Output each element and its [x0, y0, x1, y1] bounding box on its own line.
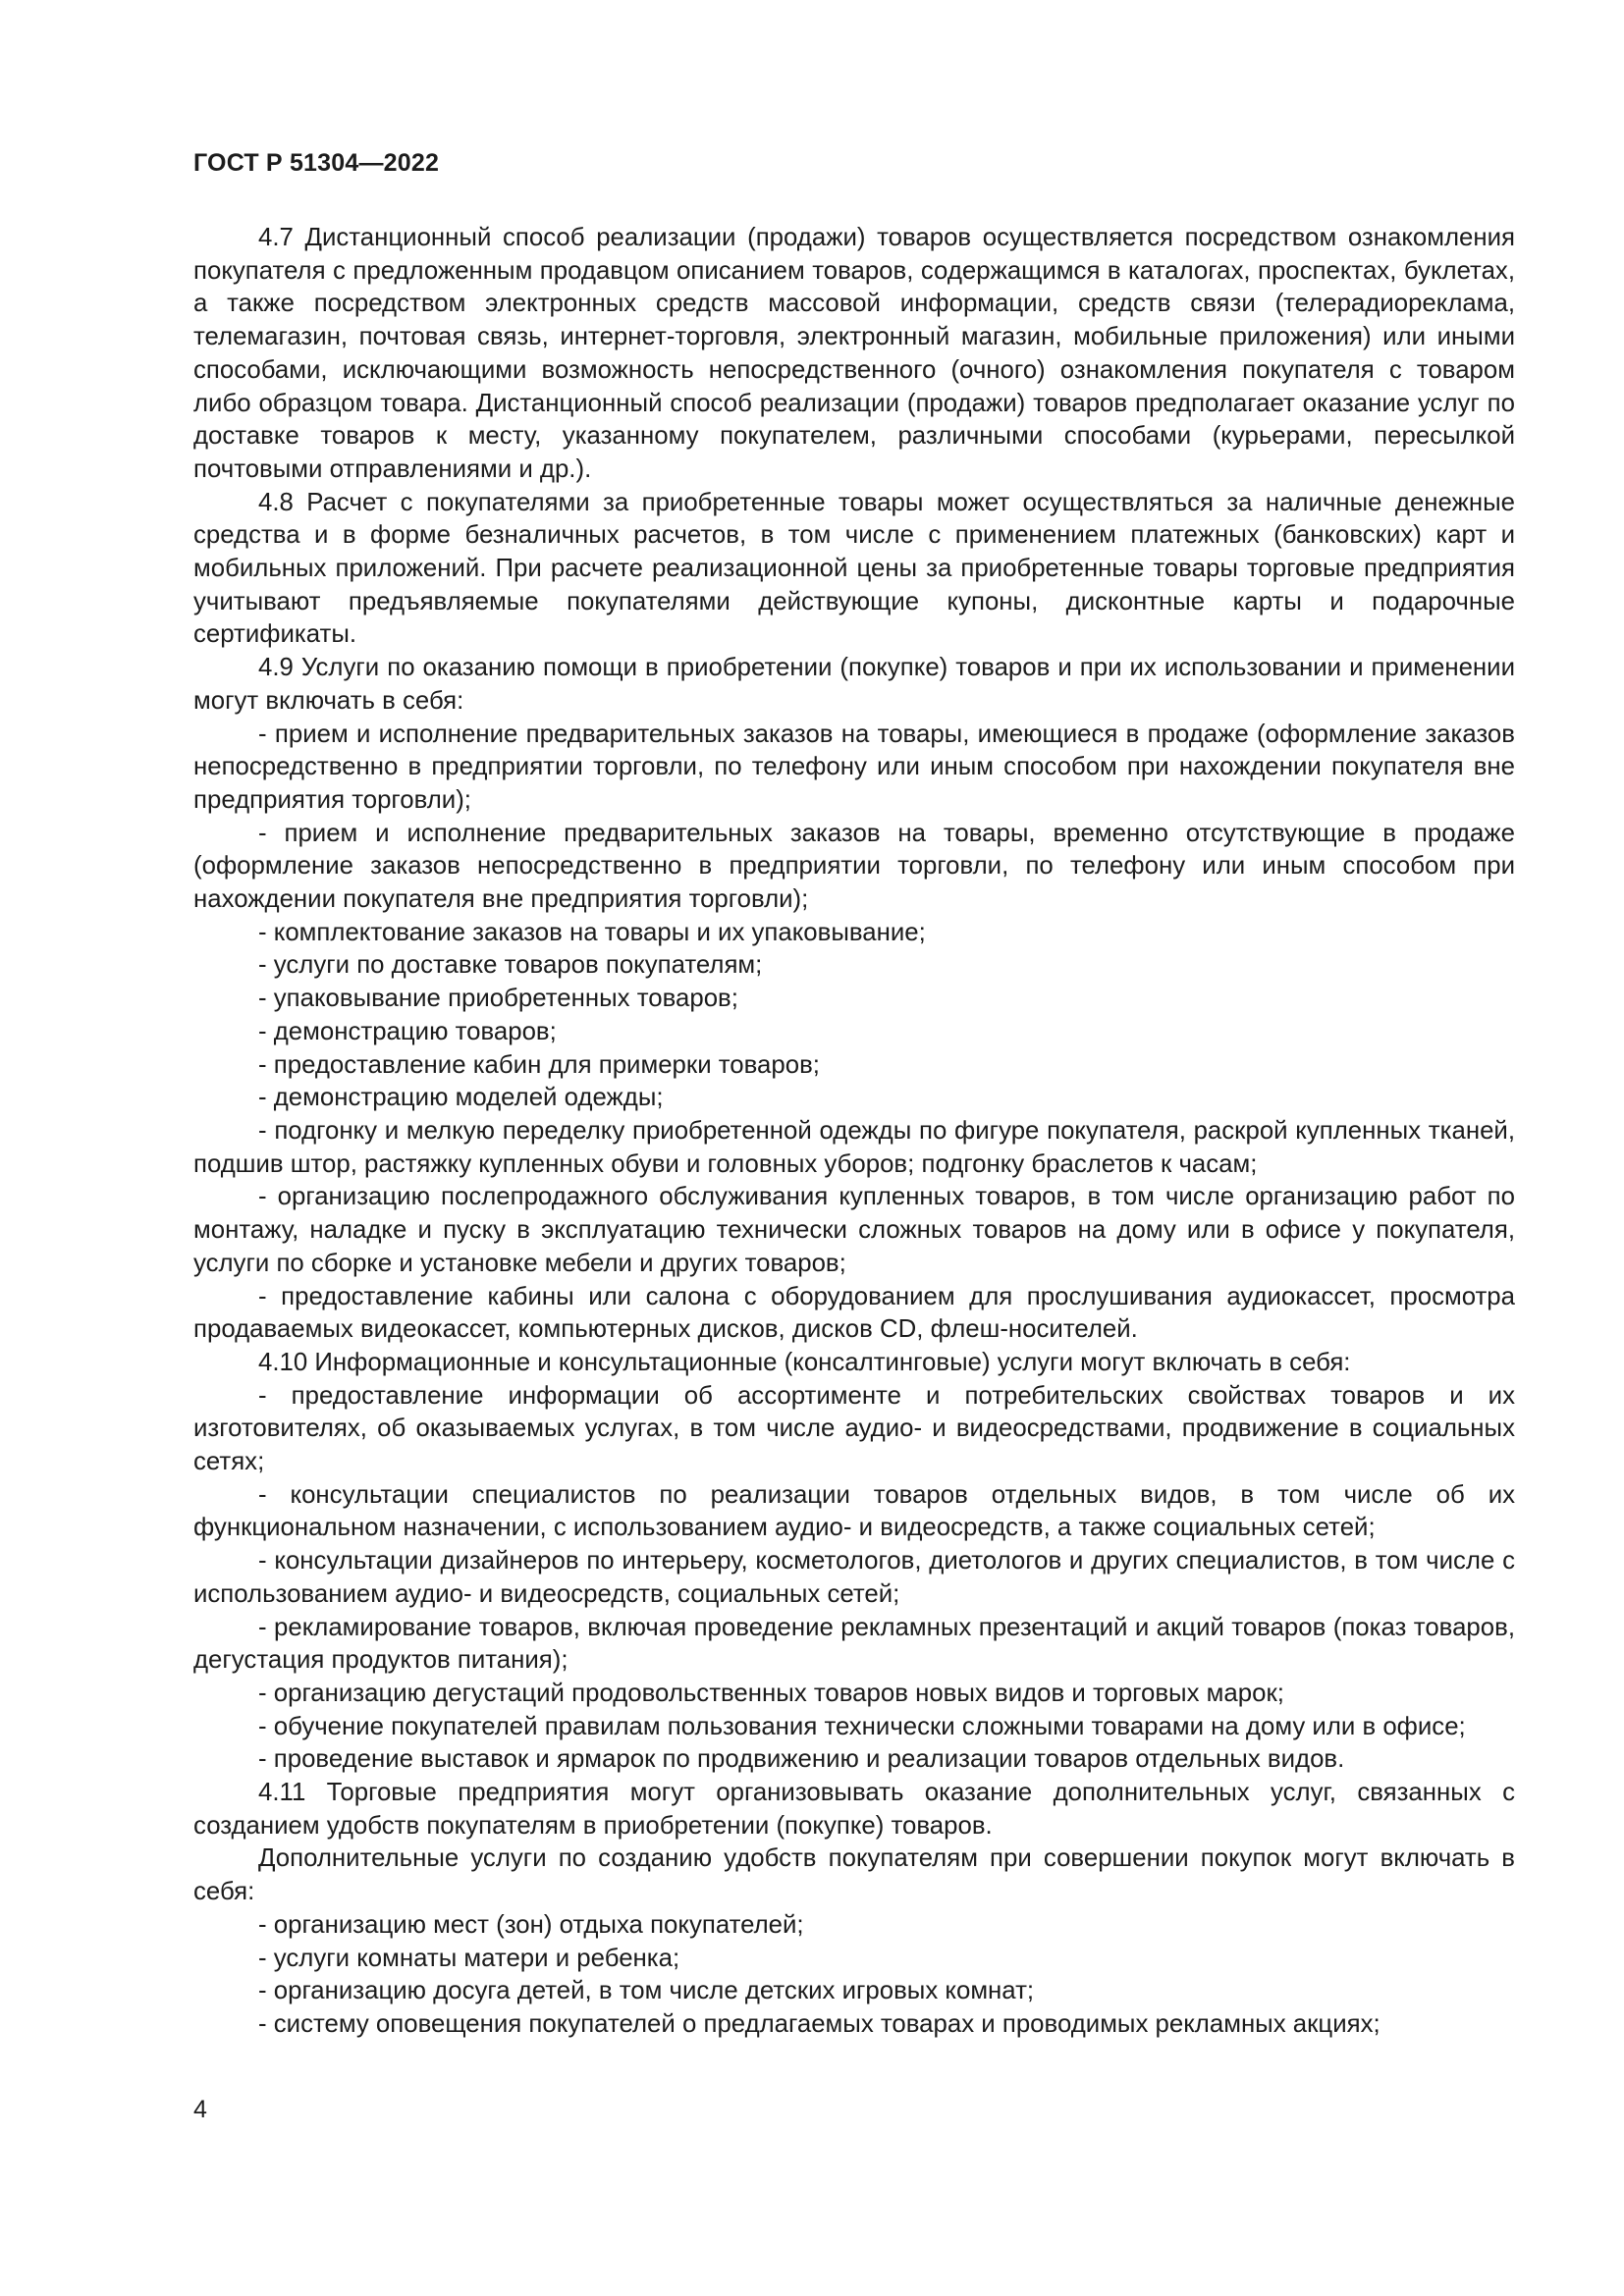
paragraph-4-8: 4.8 Расчет с покупателями за приобретенные товары может осуществляться за наличные денежные средства и в форме безналичных расчетов, в том числе с применением платежных (банковских) карт и мобильных приложений. При расчете реализационной цены за приобретенные товары торговые предприятия учитывают предъявляемые покупателями действующие купоны, дисконтные карты и подарочные сертификаты. — [193, 488, 1515, 649]
list-item: - комплектование заказов на товары и их упаковывание; — [258, 918, 926, 946]
list-item: - организацию послепродажного обслуживания купленных товаров, в том числе организацию работ по монтажу, наладке и пуску в эксплуатацию технически сложных товаров на дому или в офисе у покупателя, услуги по сборке и установке мебели и других товаров; — [193, 1183, 1515, 1277]
list-item: - демонстрацию моделей одежды; — [258, 1084, 664, 1112]
list-item: - упаковывание приобретенных товаров; — [258, 985, 738, 1013]
list-item: - проведение выставок и ярмарок по продвижению и реализации товаров отдельных видов. — [258, 1745, 1345, 1774]
paragraph-4-7: 4.7 Дистанционный способ реализации (продажи) товаров осуществляется посредством ознакомления покупателя с предложенным продавцом описанием товаров, содержащимся в каталогах, проспектах, буклетах, а также посредством электронных средств массовой информации, средств связи (телерадиореклама, телемагазин, почтовая связь, интернет-торговля, электронный магазин, мобильные приложения) или иными способами, исключающими возможность непосредственного (очного) ознакомления покупателя с товаром либо образцом товара. Дистанционный способ реализации (продажи) товаров предполагает оказание услуг по доставке товаров к месту, указанному покупателем, различными способами (курьерами, пересылкой почтовыми отправлениями и др.). — [193, 224, 1515, 483]
paragraph-4-9: 4.9 Услуги по оказанию помощи в приобретении (покупке) товаров и при их использовании и применении могут включать в себя: — [193, 654, 1515, 715]
list-item: - демонстрацию товаров; — [258, 1017, 557, 1045]
paragraph-4-10: 4.10 Информационные и консультационные (консалтинговые) услуги могут включать в себя: — [258, 1348, 1351, 1376]
list-item: - услуги по доставке товаров покупателям; — [258, 951, 763, 980]
paragraph-4-11: 4.11 Торговые предприятия могут организовывать оказание дополнительных услуг, связанных с созданием удобств покупателям в приобретении (покупке) товаров. — [193, 1779, 1515, 1840]
list-item: - подгонку и мелкую переделку приобретенной одежды по фигуре покупателя, раскрой купленных тканей, подшив штор, растяжку купленных обуви и головных уборов; подгонку браслетов к часам; — [193, 1116, 1515, 1178]
list-item: - организацию мест (зон) отдыха покупателей; — [258, 1910, 804, 1939]
document-body — [193, 222, 1515, 2042]
list-item: - предоставление кабин для примерки товаров; — [258, 1050, 820, 1079]
list-item: - консультации дизайнеров по интерьеру, косметологов, диетологов и других специалистов, в том числе с использованием аудио- и видеосредств, социальных сетей; — [193, 1547, 1515, 1608]
paragraph-additional-services: Дополнительные услуги по созданию удобств покупателям при совершении покупок могут включать в себя: — [193, 1844, 1515, 1906]
list-item: - предоставление информации об ассортименте и потребительских свойствах товаров и их изготовителях, об оказываемых услугах, в том числе аудио- и видеосредствами, продвижение в социальных сетях; — [193, 1381, 1515, 1476]
list-item: - обучение покупателей правилам пользования технически сложными товарами на дому или в офисе; — [258, 1712, 1466, 1740]
page-number: 4 — [193, 2096, 207, 2123]
document-header: ГОСТ Р 51304—2022 — [193, 149, 440, 177]
list-item: - прием и исполнение предварительных заказов на товары, временно отсутствующие в продаже (оформление заказов непосредственно в предприятии торговли, по телефону или иным способом при нахождении покупателя вне предприятия торговли); — [193, 819, 1515, 914]
list-item: - предоставление кабины или салона с оборудованием для прослушивания аудиокассет, просмотра продаваемых видеокассет, компьютерных дисков, дисков CD, флеш-носителей. — [193, 1282, 1515, 1344]
list-item: - организацию досуга детей, в том числе детских игровых комнат; — [258, 1977, 1035, 2005]
list-item: - организацию дегустаций продовольственных товаров новых видов и торговых марок; — [258, 1679, 1284, 1707]
list-item: - прием и исполнение предварительных заказов на товары, имеющиеся в продаже (оформление заказов непосредственно в предприятии торговли, по телефону или иным способом при нахождении покупателя вне предприятия торговли); — [193, 720, 1515, 814]
list-item: - консультации специалистов по реализации товаров отдельных видов, в том числе об их функциональном назначении, с использованием аудио- и видеосредств, а также социальных сетей; — [193, 1480, 1515, 1542]
list-item: - рекламирование товаров, включая проведение рекламных презентаций и акций товаров (показ товаров, дегустация продуктов питания); — [193, 1613, 1515, 1675]
list-item: - систему оповещения покупателей о предлагаемых товарах и проводимых рекламных акциях; — [258, 2009, 1380, 2038]
list-item: - услуги комнаты матери и ребенка; — [258, 1944, 680, 1972]
